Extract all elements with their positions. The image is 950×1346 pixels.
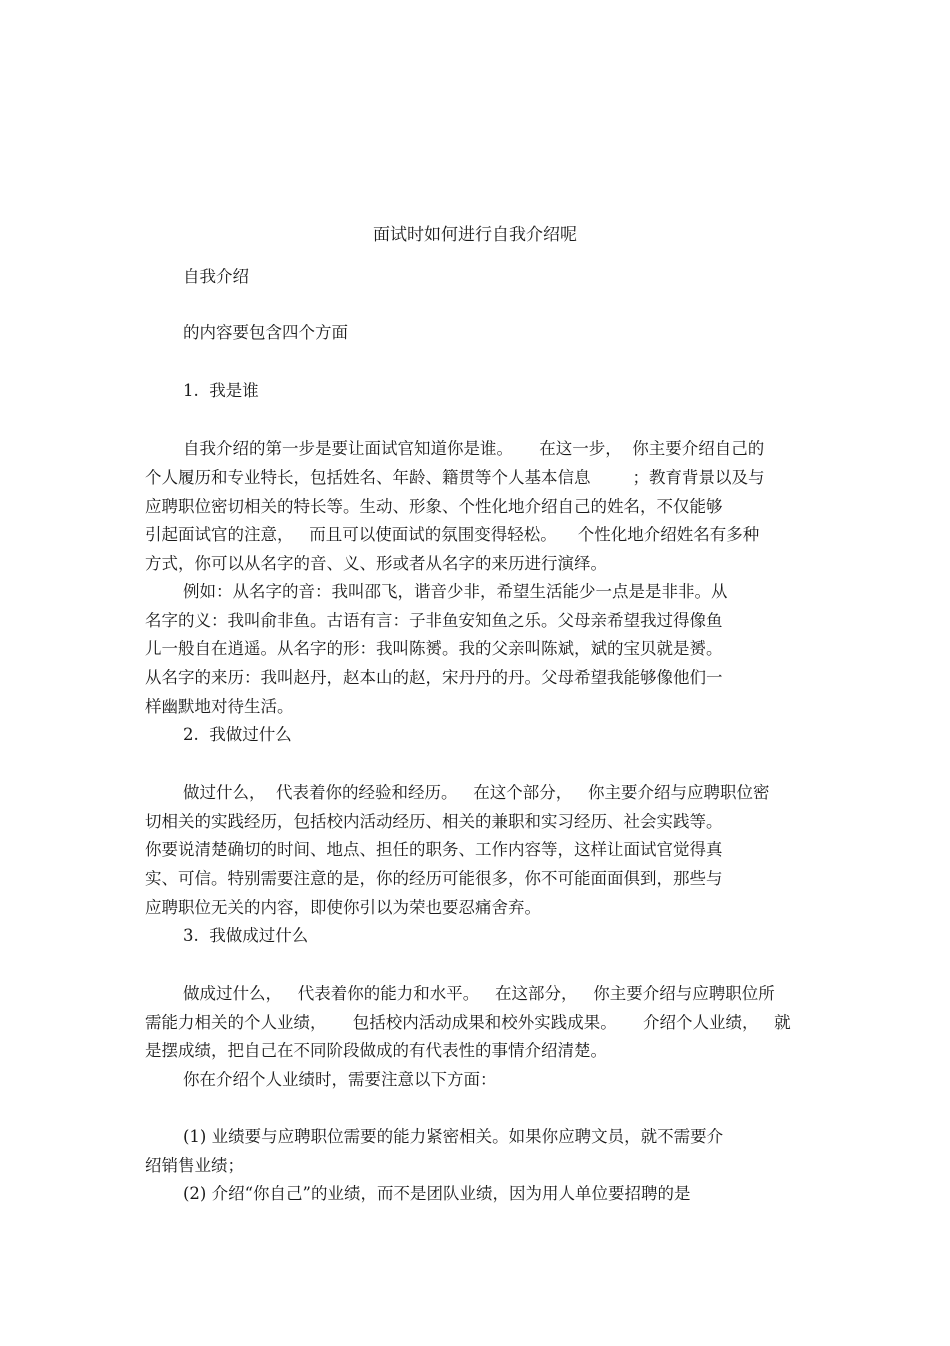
section1-p2-line: 从名字的来历：我叫赵丹，赵本山的赵，宋丹丹的丹。父母希望我能够像他们一 <box>145 668 723 687</box>
section1-p1-line: 应聘职位密切相关的特长等。生动、形象、个性化地介绍自己的姓名，不仅能够 <box>145 497 723 516</box>
intro-subheading: 的内容要包含四个方面 <box>183 323 348 342</box>
section3-p1-line: 做成过什么， 代表着你的能力和水平。 在这部分， 你主要介绍与应聘职位所 <box>183 984 775 1003</box>
section1-p2-line: 例如：从名字的音：我叫邵飞，谐音少非，希望生活能少一点是是非非。从 <box>183 582 728 601</box>
document-title: 面试时如何进行自我介绍呢 <box>373 225 577 245</box>
section1-p2-line: 名字的义：我叫俞非鱼。古语有言：子非鱼安知鱼之乐。父母亲希望我过得像鱼 <box>145 611 723 630</box>
section2-p1-line: 做过什么， 代表着你的经验和经历。 在这个部分， 你主要介绍与应聘职位密 <box>183 783 770 802</box>
section2-p1-line: 应聘职位无关的内容，即使你引以为荣也要忍痛舍弃。 <box>145 898 541 917</box>
section1-p2-line: 儿一般自在逍遥。从名字的形：我叫陈赟。我的父亲叫陈斌，斌的宝贝就是赟。 <box>145 639 723 658</box>
section3-p1-line: 需能力相关的个人业绩， 包括校内活动成果和校外实践成果。 介绍个人业绩， 就 <box>145 1013 791 1032</box>
section3-heading: 3. 我做成过什么 <box>183 926 309 945</box>
intro-heading: 自我介绍 <box>183 267 249 286</box>
section1-heading: 1. 我是谁 <box>183 381 259 400</box>
section2-heading: 2. 我做过什么 <box>183 725 292 744</box>
section1-p1-line: 引起面试官的注意， 而且可以使面试的氛围变得轻松。 个性化地介绍姓名有多种 <box>145 525 760 544</box>
section3-p2: 你在介绍个人业绩时，需要注意以下方面： <box>183 1070 497 1089</box>
section1-p1-line: 个人履历和专业特长，包括姓名、年龄、籍贯等个人基本信息 ；教育背景以及与 <box>145 468 765 487</box>
list-item-1-line: 绍销售业绩； <box>145 1156 244 1175</box>
section1-p1-line: 方式，你可以从名字的音、义、形或者从名字的来历进行演绎。 <box>145 554 607 573</box>
section2-p1-line: 实、可信。特别需要注意的是，你的经历可能很多，你不可能面面俱到，那些与 <box>145 869 723 888</box>
list-item-1-line: (1) 业绩要与应聘职位需要的能力紧密相关。如果你应聘文员，就不需要介 <box>183 1127 724 1146</box>
section2-p1-line: 你要说清楚确切的时间、地点、担任的职务、工作内容等，这样让面试官觉得真 <box>145 840 723 859</box>
list-item-2-line: (2) 介绍“你自己”的业绩，而不是团队业绩，因为用人单位要招聘的是 <box>183 1184 691 1203</box>
section3-p1-line: 是摆成绩，把自己在不同阶段做成的有代表性的事情介绍清楚。 <box>145 1041 607 1060</box>
section2-p1-line: 切相关的实践经历，包括校内活动经历、相关的兼职和实习经历、社会实践等。 <box>145 812 723 831</box>
section1-p1-line: 自我介绍的第一步是要让面试官知道你是谁。 在这一步， 你主要介绍自己的 <box>183 439 765 458</box>
section1-p2-line: 样幽默地对待生活。 <box>145 697 294 716</box>
